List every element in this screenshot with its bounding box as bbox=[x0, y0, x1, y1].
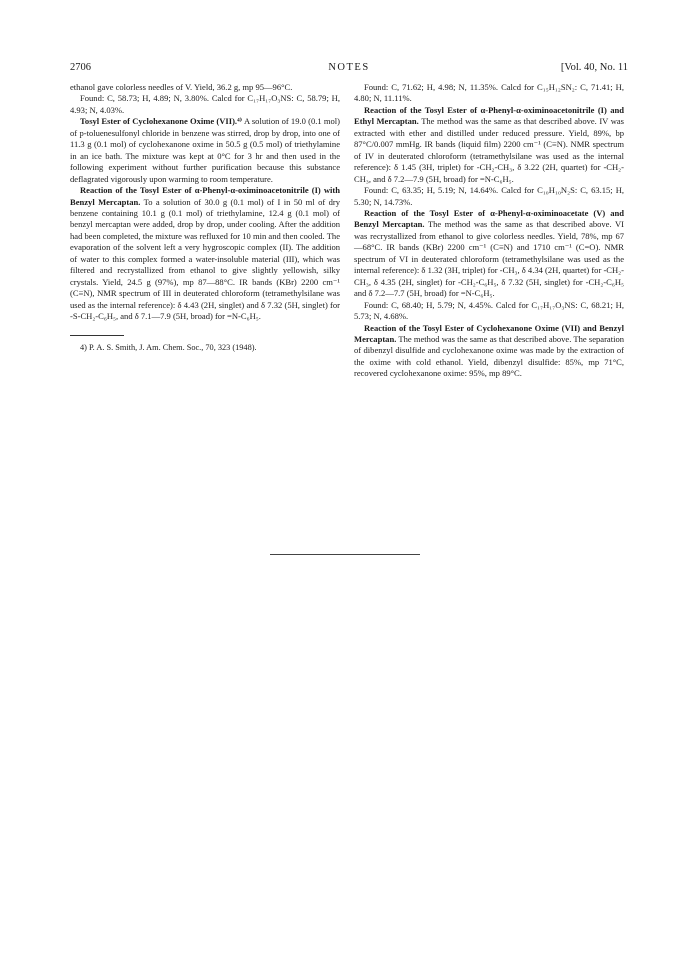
paragraph: Found: C, 68.40; H, 5.79; N, 4.45%. Calcd for C₁₇H₁₇O₃NS: C, 68.21; H, 5.73; N, 4.68%. bbox=[354, 299, 624, 322]
end-of-article-rule bbox=[270, 554, 420, 555]
paragraph-body: The method was the same as that described above. IV was extracted with ether and distilled under reduced pressure. Yield, 89%, bp 87°C/0.007 mmHg. IR bands (liquid film) 2200 cm⁻¹ (C≡N). NMR spectrum of IV in deuterated chloroform (tetramethylsilane was used as the internal reference): δ 1.45 (3H, triplet) for -CH₂-CH₃, δ 3.22 (2H, quartet) for -CH₂-CH₃, and δ 7.2—7.9 (5H, broad) for =N-C₆H₅. bbox=[354, 116, 624, 184]
paragraph-body: The method was the same as that described above. The separation of dibenzyl disulfide and cyclohexanone oxime was made by the extraction of the oxime with cold ethanol. Yield, dibenzyl disulfide: 85%, mp 71°C, recovered cyclohexanone oxime: 95%, mp 89°C. bbox=[354, 333, 624, 379]
section-heading: Reaction of the Tosyl Ester of α-Phenyl-α-oximinoacetonitrile (I) with Benzyl Mercaptan. bbox=[70, 185, 340, 207]
footnote: 4) P. A. S. Smith, J. Am. Chem. Soc., 70, 323 (1948). bbox=[80, 342, 257, 352]
paragraph bbox=[354, 323, 624, 380]
section-heading: Reaction of the Tosyl Ester of α-Phenyl-α-oximinoacetate (V) and Benzyl Mercaptan. bbox=[354, 207, 624, 230]
paragraph: ethanol gave colorless needles of V. Yield, 36.2 g, mp 95—96°C. bbox=[70, 82, 293, 92]
paragraph-body: To a solution of 30.0 g (0.1 mol) of I in 50 ml of dry benzene containing 10.1 g (0.1 mol) of triethylamine, 12.4 g (0.1 mol) of benzyl mercaptan were added, drop by drop, under cooling. After the addition had been completed, the mixture was refluxed for 10 min and then cooled. The evaporation of the solvent left a very hygroscopic complex (II). The addition of water to this complex formed a water-insoluble material (III), which was filtered and recrystallized from ethanol to give slightly yellowish, silky crystals. Yield, 24.5 g (97%), mp 87—88°C. IR bands (KBr) 2200 cm⁻¹ (C≡N), NMR spectrum of III in deuterated chloroform (tetramethylsilane was used as the internal reference): δ 4.43 (2H, singlet) and δ 7.32 (5H, singlet) for -S-CH₂-C₆H₅, and δ 7.1—7.9 (5H, broad) for =N-C₆H₅. bbox=[70, 196, 340, 322]
volume-info: [Vol. 40, No. 11 bbox=[560, 62, 628, 73]
section-heading: Tosyl Ester of Cyclohexanone Oxime (VII).⁴⁾ bbox=[80, 116, 243, 127]
left-column bbox=[70, 82, 340, 353]
paragraph-body: The method was the same as that described above. VI was recrystallized from ethanol to give colorless needles. Yield, 78%, mp 67—68°C. IR bands (KBr) 2200 cm⁻¹ (C≡N) and 1710 cm⁻¹ (C=O). NMR spectrum of VI in deuterated chloroform (tetramethylsilane was used as the internal reference): δ 1.32 (3H, triplet) for -CH₃, δ 4.34 (2H, quartet) for -CH₂-CH₃, δ 4.35 (2H, singlet) for -CH₂-C₆H₅, δ 7.32 (5H, singlet) for -CH₂-C₆H₅ and δ 7.2—7.7 (5H, broad) for =N-C₆H₅. bbox=[354, 219, 625, 299]
paragraph bbox=[70, 185, 340, 322]
paragraph bbox=[354, 105, 624, 185]
paragraph: Found: C, 63.35; H, 5.19; N, 14.64%. Calcd for C₁₀H₁₀N₂S: C, 63.15; H, 5.30; N, 14.73%. bbox=[354, 185, 624, 207]
running-header bbox=[70, 62, 628, 76]
right-column bbox=[354, 82, 624, 380]
paragraph: Found: C, 71.62; H, 4.98; N, 11.35%. Calcd for C₁₅H₁₂SN₂: C, 71.41; H, 4.80; N, 11.11%. bbox=[354, 82, 624, 104]
section-title: NOTES bbox=[328, 62, 370, 73]
page-number: 2706 bbox=[70, 62, 91, 73]
paragraph bbox=[354, 208, 624, 300]
paragraph: Found: C, 58.73; H, 4.89; N, 3.80%. Calcd for C₁₇H₁₇O₃NS: C, 58.79; H, 4.93; N, 4.03%. bbox=[70, 93, 340, 115]
section-heading: Reaction of the Tosyl Ester of Cyclohexanone Oxime (VII) and Benzyl Mercaptan. bbox=[354, 322, 624, 344]
paragraph-body: A solution of 19.0 (0.1 mol) of p-toluenesulfonyl chloride in benzene was stirred, drop by drop, into one of 11.3 g (0.1 mol) of cyclohexanone oxime in 50.5 g (0.5 mol) of triethylamine in an ice bath. The mixture was kept at 0°C for 3 hr and then used in the following experiment without further purification because this substance deflagrated vigorously upon warming to room temperature. bbox=[70, 116, 340, 184]
section-heading: Reaction of the Tosyl Ester of α-Phenyl-α-oximinoacetonitrile (I) and Ethyl Mercaptan. bbox=[354, 104, 624, 127]
paragraph bbox=[70, 116, 340, 185]
footnote-divider bbox=[70, 335, 124, 336]
